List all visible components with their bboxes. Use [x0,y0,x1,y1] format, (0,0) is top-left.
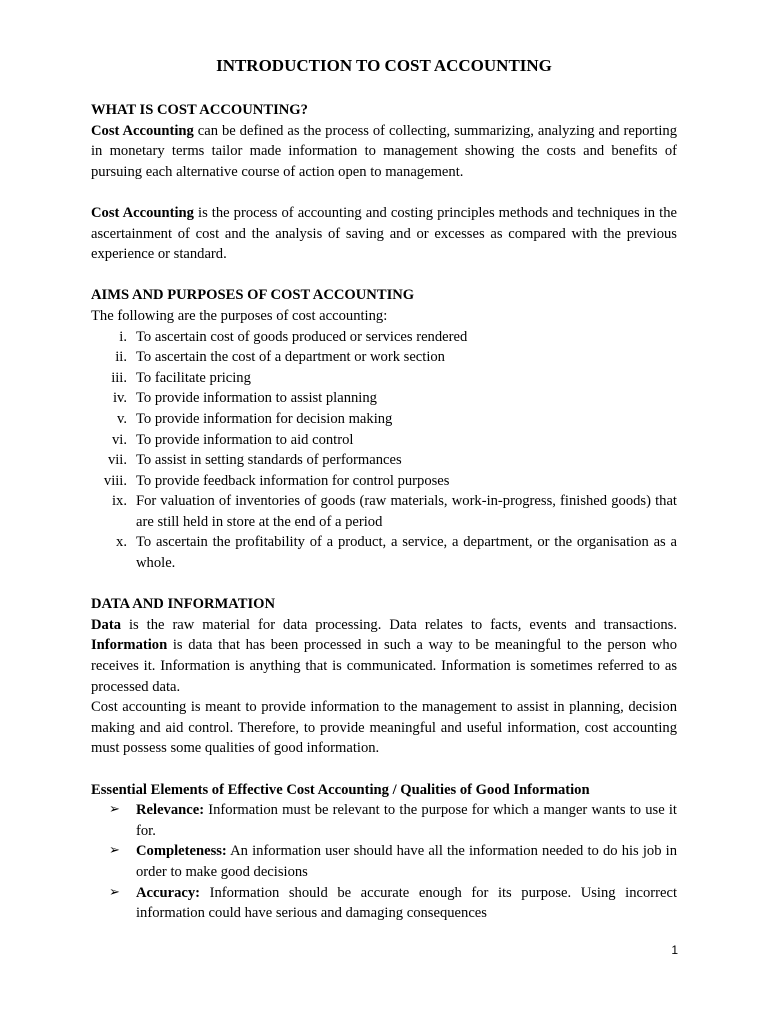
list-item-number: i. [119,328,127,345]
term-data: Data [91,616,121,633]
paragraph-cost-accounting-purpose: Cost accounting is meant to provide information to the management to assist in planning, decision making and aid control. Therefore, to provide meaningful and useful information, cost accounting must possess some qualities of good information. [91,699,677,757]
aims-list-item [91,491,677,532]
list-item-text: To facilitate pricing [136,369,251,386]
aims-intro: The following are the purposes of cost accounting: [91,307,388,324]
arrow-bullet-icon: ➢ [109,884,120,900]
list-item-text: To ascertain cost of goods produced or services rendered [136,328,468,345]
quality-description: Information must be relevant to the purpose for which a manger wants to use it for. [136,802,677,839]
list-item-text: To ascertain the profitability of a product, a service, a department, or the organisation as a whole. [136,534,677,572]
quality-description: Information should be accurate enough for its purpose. Using incorrect information could have serious and damaging consequences [136,884,677,922]
list-item-number: iv. [112,390,127,407]
qualities-list-item [109,841,677,882]
quality-text [136,800,677,841]
page-number: 1 [671,943,678,957]
list-item-number: v. [117,410,127,427]
section-heading-data-info: DATA AND INFORMATION [91,596,276,613]
list-item-text: To provide information for decision making [136,410,393,427]
list-item-text: To provide information to aid control [136,431,354,448]
info-text: is data that has been processed in such a way to be meaningful to the person who receives it. Information is anything that is communicated. Information is sometimes referred to as processed data. [91,637,677,695]
aims-list-item [91,368,677,389]
quality-text [136,883,677,924]
list-item-number: vii. [107,452,127,469]
list-item-text: For valuation of inventories of goods (raw materials, work-in-progress, finished goods) that are still held in store at the end of a period [136,493,677,530]
aims-list [91,327,677,574]
quality-text [136,841,677,882]
qualities-list-item [109,800,677,841]
aims-list-item [91,532,677,573]
definition-1-text: can be defined as the process of collecting, summarizing, analyzing and reporting in monetary terms tailor made information to management showing the costs and benefits of pursuing each alternative course of action open to management. [91,122,677,180]
data-text: is the raw material for data processing. Data relates to facts, events and transactions. [121,616,677,633]
list-item-number: x. [116,534,127,551]
list-item-number: vi. [112,431,127,448]
quality-description: An information user should have all the information needed to do his job in order to make good decisions [136,843,677,880]
aims-list-item [91,471,677,492]
list-item-text: To ascertain the cost of a department or work section [136,349,445,366]
aims-list-item [91,409,677,430]
qualities-list [91,800,677,924]
quality-term: Relevance: [136,802,205,819]
aims-list-item [91,450,677,471]
paragraph-definition-1 [91,121,677,183]
document-page [91,54,677,924]
section-heading-qualities: Essential Elements of Effective Cost Accounting / Qualities of Good Information [91,781,590,798]
document-title: INTRODUCTION TO COST ACCOUNTING [216,56,552,75]
list-item-text: To assist in setting standards of performances [136,452,402,469]
section-heading-aims: AIMS AND PURPOSES OF COST ACCOUNTING [91,287,415,304]
section-heading-what-is: WHAT IS COST ACCOUNTING? [91,102,308,118]
aims-list-item [91,347,677,368]
arrow-bullet-icon: ➢ [109,802,120,818]
list-item-text: To provide information to assist planning [136,390,377,407]
aims-list-item [91,388,677,409]
paragraph-definition-2 [91,203,677,265]
aims-list-item [91,430,677,451]
aims-list-item [91,327,677,348]
list-item-number: viii. [103,472,127,489]
quality-term: Accuracy: [136,884,201,901]
paragraph-data-info [91,615,677,697]
arrow-bullet-icon: ➢ [109,843,120,859]
term-cost-accounting: Cost Accounting [91,122,194,139]
term-information: Information [91,637,168,654]
list-item-text: To provide feedback information for control purposes [136,472,450,489]
list-item-number: ix. [112,493,127,510]
term-cost-accounting: Cost Accounting [91,204,194,221]
list-item-number: ii. [115,349,127,366]
qualities-list-item [109,883,677,924]
list-item-number: iii. [111,369,127,386]
definition-2-text: is the process of accounting and costing principles methods and techniques in the ascertainment of cost and the analysis of saving and or excesses as compared with the previous experience or standard. [91,204,677,263]
quality-term: Completeness: [136,843,227,860]
